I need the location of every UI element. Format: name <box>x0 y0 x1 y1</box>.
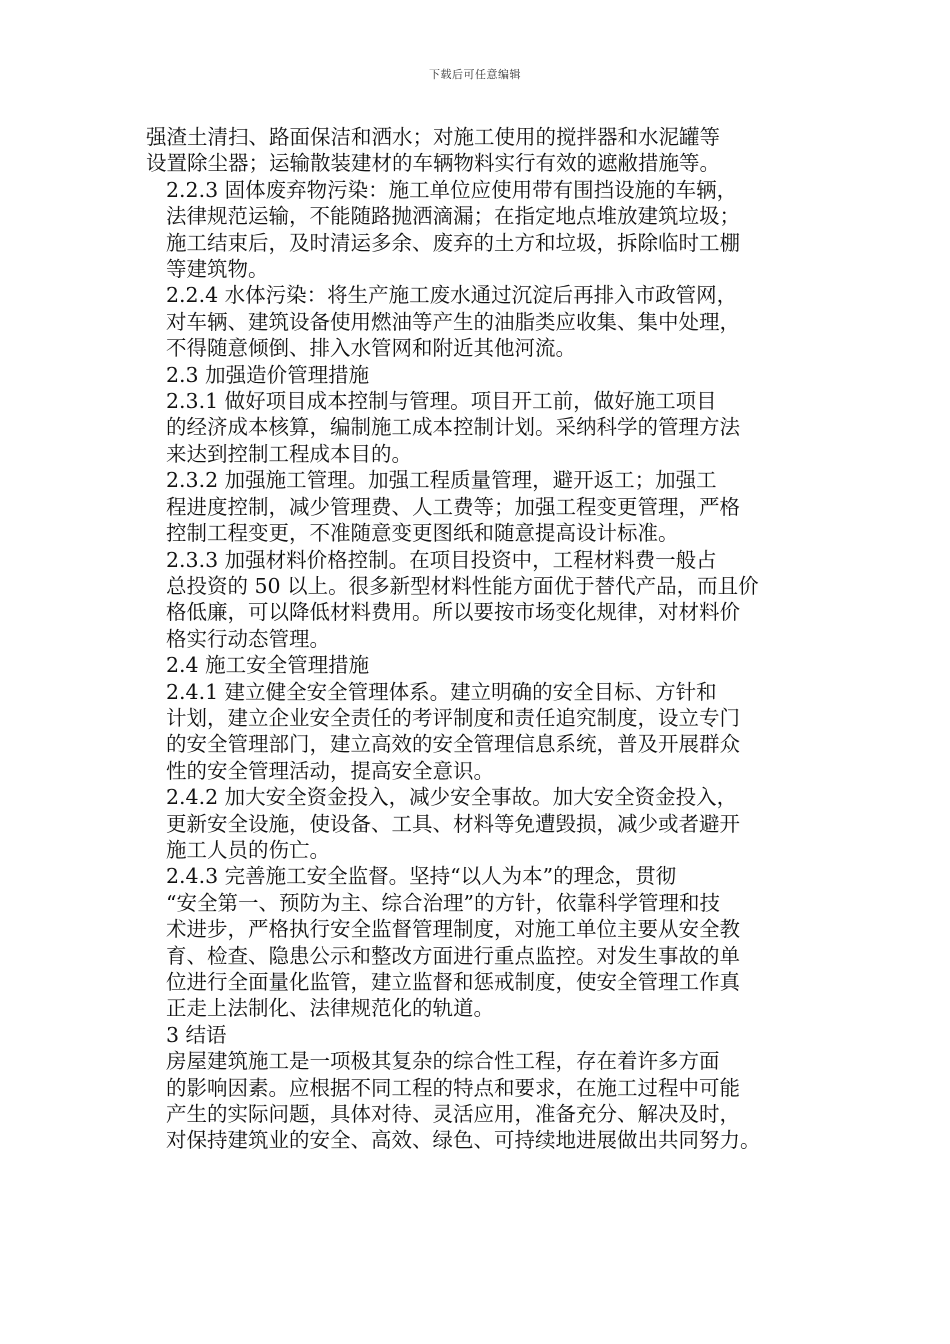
paragraph-2-3-2 <box>146 467 796 546</box>
text-line: 来达到控制工程成本目的。 <box>166 441 412 466</box>
text-line: 更新安全设施，使设备、工具、材料等免遭毁损，减少或者避开 <box>166 811 740 836</box>
text-line: “安全第一、预防为主、综合治理”的方针，依靠科学管理和技 <box>166 890 720 915</box>
text-line: 位进行全面量化监管，建立监督和惩戒制度，使安全管理工作真 <box>166 970 740 994</box>
text-line: 2.4.1 建立健全安全管理体系。建立明确的安全目标、方针和 <box>166 679 717 704</box>
heading-text: 2.3 加强造价管理措施 <box>166 362 370 387</box>
text-line: 正走上法制化、法律规范化的轨道。 <box>166 996 494 1021</box>
text-line: 强渣土清扫、路面保洁和洒水；对施工使用的搅拌器和水泥罐等 <box>146 125 720 149</box>
text-line: 2.3.2 加强施工管理。加强工程质量管理，避开返工；加强工 <box>166 468 717 493</box>
section-heading-2-3 <box>146 362 796 388</box>
text-line: 施工人员的伤亡。 <box>166 837 330 862</box>
text-line: 产生的实际问题，具体对待、灵活应用，准备充分、解决及时， <box>166 1102 740 1127</box>
paragraph-2-4-3 <box>146 863 796 1021</box>
paragraph-2-4-2 <box>146 784 796 863</box>
paragraph-2-2-4 <box>146 282 796 361</box>
paragraph-2-3-1 <box>146 388 796 467</box>
text-line: 程进度控制，减少管理费、人工费等；加强工程变更管理，严格 <box>166 494 740 519</box>
document-body <box>146 124 796 1154</box>
text-line: 2.4.2 加大安全资金投入，减少安全事故。加大安全资金投入， <box>166 785 738 810</box>
text-line: 对车辆、建筑设备使用燃油等产生的油脂类应收集、集中处理， <box>166 309 740 334</box>
text-line: 格实行动态管理。 <box>166 626 330 651</box>
text-line: 对保持建筑业的安全、高效、绿色、可持续地进展做出共同努力。 <box>166 1128 761 1153</box>
text-line: 不得随意倾倒、排入水管网和附近其他河流。 <box>166 336 576 361</box>
page-header-note: 下载后可任意编辑 <box>429 68 521 81</box>
text-line: 设置除尘器；运输散装建材的车辆物料实行有效的遮敝措施等。 <box>146 151 720 176</box>
paragraph-2-4-1 <box>146 679 796 785</box>
text-line: 格低廉，可以降低材料费用。所以要按市场变化规律，对材料价 <box>166 600 740 625</box>
paragraph-conclusion <box>146 1048 796 1154</box>
paragraph-2-2-3 <box>146 177 796 283</box>
text-line: 2.4.3 完善施工安全监督。坚持“以人为本”的理念，贯彻 <box>166 864 677 889</box>
text-line: 法律规范运输，不能随路抛洒滴漏；在指定地点堆放建筑垃圾； <box>166 204 740 229</box>
text-line: 的影响因素。应根据不同工程的特点和要求，在施工过程中可能 <box>166 1075 740 1100</box>
section-heading-3 <box>146 1022 796 1048</box>
heading-text: 2.4 施工安全管理措施 <box>166 653 370 678</box>
section-heading-2-4 <box>146 652 796 678</box>
paragraph-2-3-3 <box>146 547 796 653</box>
text-line: 2.3.1 做好项目成本控制与管理。项目开工前，做好施工项目 <box>166 389 717 414</box>
text-line: 计划，建立企业安全责任的考评制度和责任追究制度，设立专门 <box>166 705 740 730</box>
text-line: 育、检查、隐患公示和整改方面进行重点监控。对发生事故的单 <box>166 943 740 968</box>
text-line: 等建筑物。 <box>166 257 269 282</box>
text-line: 2.2.3 固体废弃物污染：施工单位应使用带有围挡设施的车辆， <box>166 177 738 202</box>
heading-text: 3 结语 <box>166 1022 227 1047</box>
text-line: 术进步，严格执行安全监督管理制度，对施工单位主要从安全教 <box>166 917 740 942</box>
text-line: 的经济成本核算，编制施工成本控制计划。采纳科学的管理方法 <box>166 415 740 440</box>
text-line: 2.2.4 水体污染：将生产施工废水通过沉淀后再排入市政管网， <box>166 283 738 308</box>
text-line: 控制工程变更，不准随意变更图纸和随意提高设计标准。 <box>166 521 679 546</box>
text-line: 2.3.3 加强材料价格控制。在项目投资中，工程材料费一般占 <box>166 547 717 572</box>
text-line: 总投资的 50 以上。很多新型材料性能方面优于替代产品，而且价 <box>166 573 759 598</box>
paragraph-dust-control <box>146 124 796 177</box>
text-line: 性的安全管理活动，提高安全意识。 <box>166 758 494 783</box>
text-line: 施工结束后，及时清运多余、废弃的土方和垃圾，拆除临时工棚 <box>166 230 740 255</box>
text-line: 房屋建筑施工是一项极其复杂的综合性工程，存在着许多方面 <box>166 1049 720 1074</box>
text-line: 的安全管理部门，建立高效的安全管理信息系统，普及开展群众 <box>166 732 740 757</box>
